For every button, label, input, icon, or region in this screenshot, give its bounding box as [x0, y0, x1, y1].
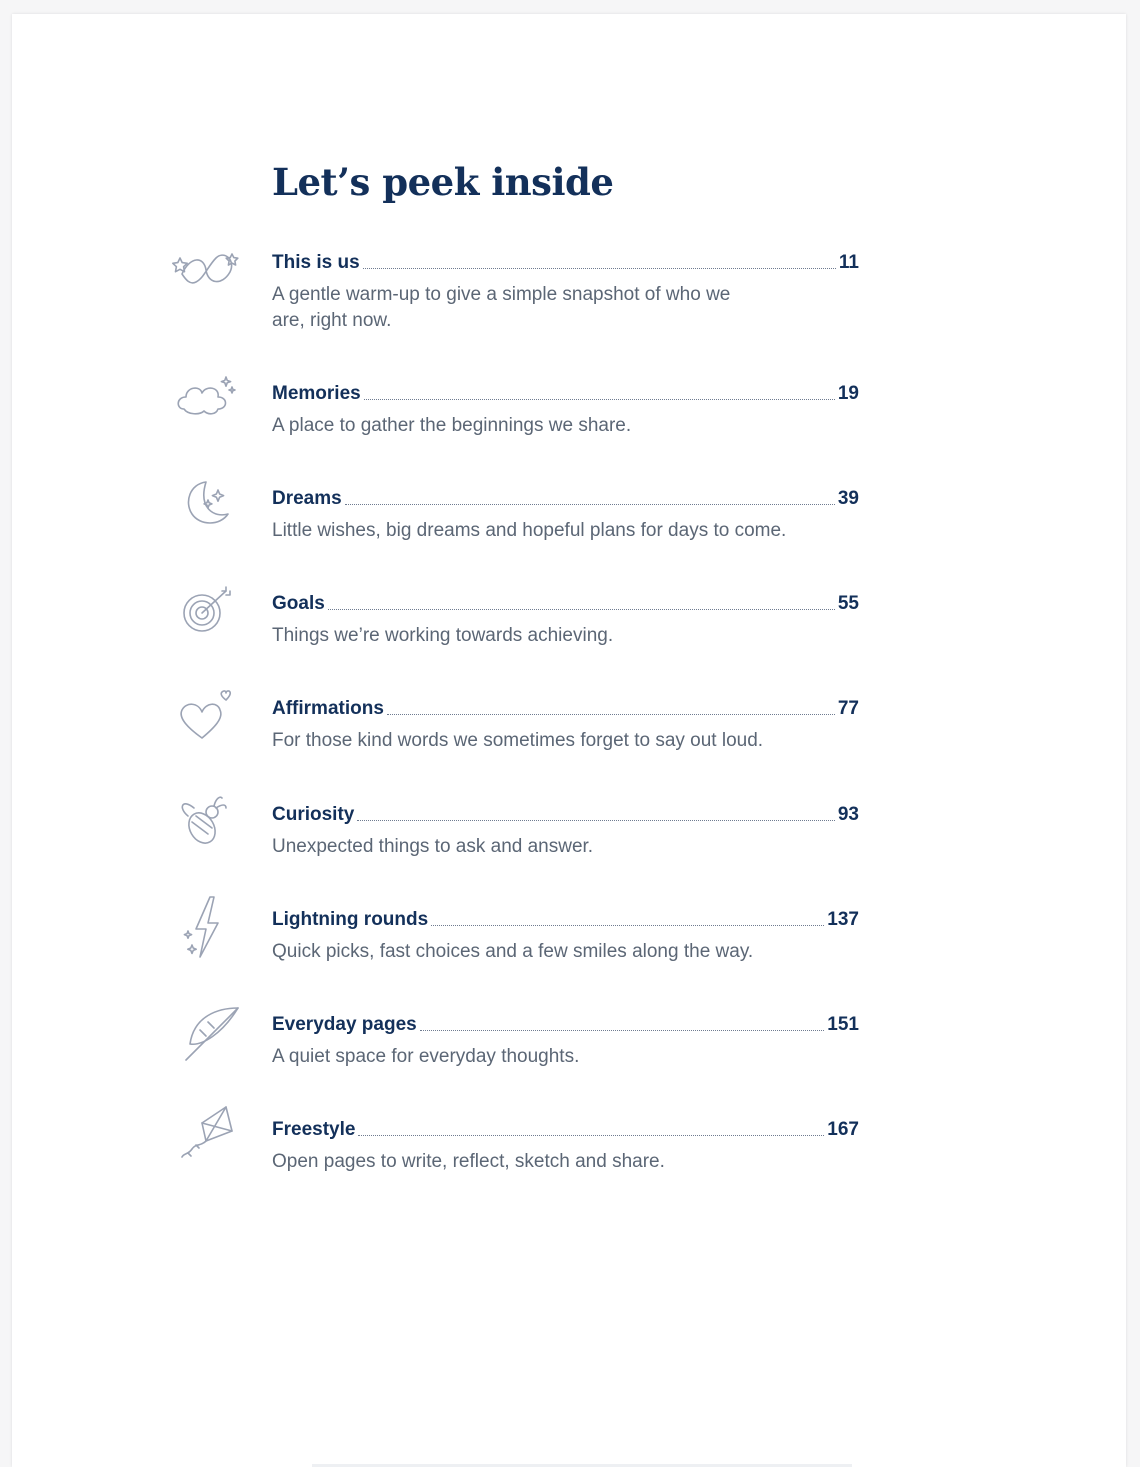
toc-entry-memories[interactable] — [12, 381, 912, 471]
dotted-leader — [431, 925, 824, 926]
toc-entry-page-number: 151 — [827, 1014, 859, 1035]
page-title: Let’s peek inside — [272, 160, 614, 204]
toc-entry-title: Curiosity — [272, 804, 355, 825]
dotted-leader — [363, 268, 836, 269]
cloud-sparkle-icon — [168, 363, 244, 439]
toc-entry-page-number: 11 — [838, 252, 859, 273]
toc-entry-description: A gentle warm-up to give a simple snapshot of who we are, right now. — [272, 284, 731, 331]
toc-entry-heading — [272, 381, 859, 405]
dotted-leader — [364, 399, 835, 400]
toc-entry-page-number: 137 — [827, 909, 859, 930]
toc-entry-description: Unexpected things to ask and answer. — [272, 836, 594, 857]
toc-entry-heading — [272, 1012, 859, 1036]
toc-entry-page-number: 167 — [827, 1119, 859, 1140]
toc-entry-curiosity[interactable] — [12, 802, 912, 892]
dotted-leader — [358, 1135, 824, 1136]
lightning-bolt-icon — [168, 889, 244, 965]
toc-entry-title: Everyday pages — [272, 1014, 417, 1035]
toc-entry-title: Dreams — [272, 488, 342, 509]
toc-entry-title: Freestyle — [272, 1119, 356, 1140]
toc-entry-freestyle[interactable] — [12, 1117, 912, 1207]
toc-entry-description: A quiet space for everyday thoughts. — [272, 1046, 580, 1067]
document-page — [12, 14, 1126, 1467]
toc-entry-lightning-rounds[interactable] — [12, 907, 912, 997]
toc-entry-description: Open pages to write, reflect, sketch and share. — [272, 1151, 665, 1172]
target-arrow-icon — [168, 573, 244, 649]
toc-entry-title: Affirmations — [272, 698, 384, 719]
toc-entry-page-number: 77 — [837, 698, 859, 719]
toc-entry-title: This is us — [272, 252, 360, 273]
toc-entry-description: Quick picks, fast choices and a few smiles along the way. — [272, 941, 754, 962]
infinity-stars-icon — [168, 232, 244, 308]
toc-entry-heading — [272, 591, 859, 615]
toc-entry-title: Memories — [272, 383, 361, 404]
toc-entry-description: Things we’re working towards achieving. — [272, 625, 614, 646]
toc-entry-description: Little wishes, big dreams and hopeful plans for days to come. — [272, 520, 787, 541]
toc-entry-title: Lightning rounds — [272, 909, 429, 930]
toc-entry-heading — [272, 802, 859, 826]
toc-entry-affirmations[interactable] — [12, 696, 912, 786]
toc-entry-page-number: 39 — [837, 488, 859, 509]
dotted-leader — [328, 609, 835, 610]
toc-entry-description: For those kind words we sometimes forget to say out loud. — [272, 730, 764, 751]
toc-entry-heading — [272, 696, 859, 720]
toc-entry-title: Goals — [272, 593, 325, 614]
dotted-leader — [387, 714, 835, 715]
toc-entry-heading — [272, 1117, 859, 1141]
toc-entry-page-number: 19 — [837, 383, 859, 404]
toc-entry-heading — [272, 907, 859, 931]
kite-icon — [168, 1099, 244, 1175]
toc-entry-page-number: 93 — [837, 804, 859, 825]
toc-entry-heading — [272, 250, 859, 274]
dotted-leader — [345, 504, 835, 505]
moon-stars-icon — [168, 468, 244, 544]
toc-entry-goals[interactable] — [12, 591, 912, 681]
dotted-leader — [357, 820, 835, 821]
toc-entry-page-number: 55 — [837, 593, 859, 614]
toc-entry-this-is-us[interactable] — [12, 250, 912, 340]
toc-entry-dreams[interactable] — [12, 486, 912, 576]
feather-icon — [168, 994, 244, 1070]
dotted-leader — [420, 1030, 825, 1031]
bee-icon — [168, 784, 244, 860]
toc-entry-heading — [272, 486, 859, 510]
toc-entry-description: A place to gather the beginnings we share. — [272, 415, 632, 436]
toc-entry-everyday-pages[interactable] — [12, 1012, 912, 1102]
hearts-icon — [168, 678, 244, 754]
